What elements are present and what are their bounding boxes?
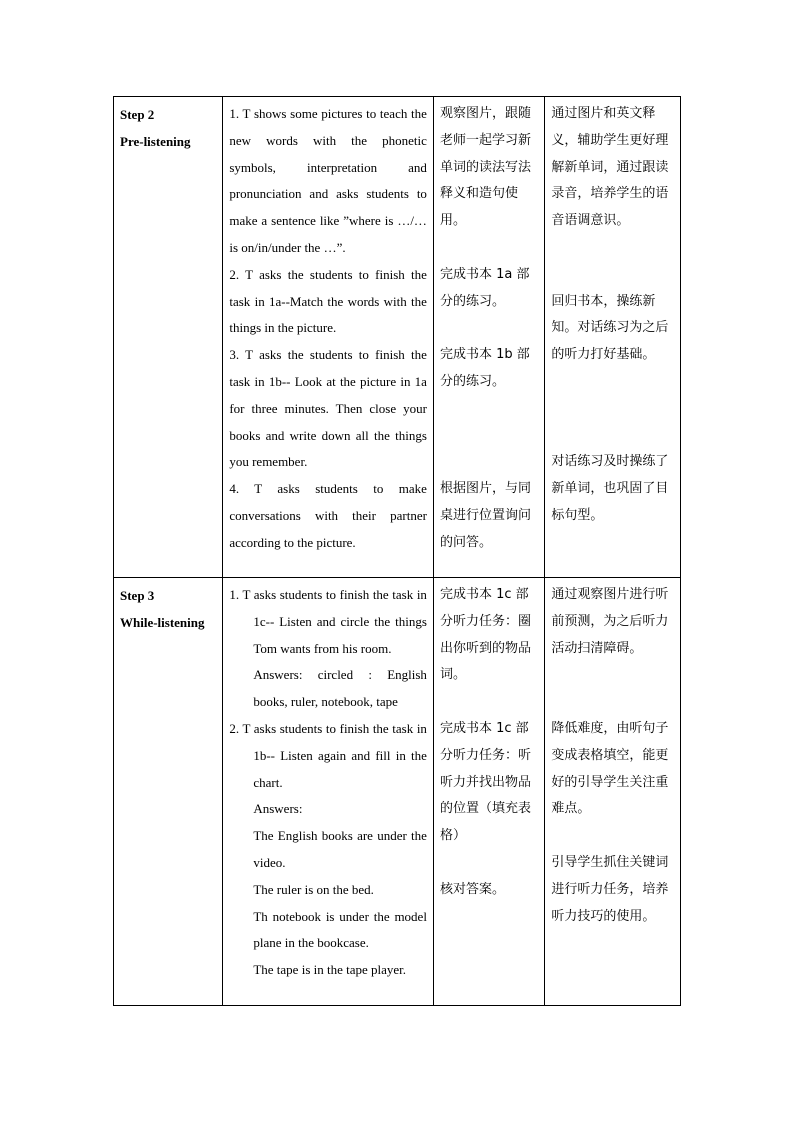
activity-item: 2. T asks students to finish the task in 1b-- Listen again and fill in the chart. xyxy=(229,720,427,790)
purpose-item: 回归书本，操练新知。对话练习为之后的听力打好基础。 xyxy=(551,293,669,363)
student-activity-cell xyxy=(433,578,544,1006)
activity-item: 4. T asks students to make conversations with their partner according to the picture. xyxy=(229,481,427,550)
step-phase: While-listening xyxy=(120,615,205,630)
step-phase: Pre-listening xyxy=(120,134,191,149)
student-item: 完成书本 1c 部分听力任务：圈出你听到的物品词。 xyxy=(439,587,531,683)
activity-item: 2. T asks the students to finish the task in 1a--Match the words with the things in the picture. xyxy=(229,266,427,336)
student-activity-cell xyxy=(433,97,544,578)
student-item: 根据图片，与同桌进行位置询问的问答。 xyxy=(439,481,531,550)
table-row-step-2 xyxy=(114,97,681,578)
activity-item: 3. T asks the students to finish the task in 1b-- Look at the picture in 1a for three minutes. Then close your books and write down all the things you remember. xyxy=(229,347,427,470)
activity-answer: Answers: xyxy=(253,801,303,817)
activity-answer: Th notebook is under the model plane in the bookcase. xyxy=(253,908,427,951)
purpose-item: 降低难度，由听句子变成表格填空，能更好的引导学生关注重难点。 xyxy=(551,720,669,817)
step-cell xyxy=(114,97,223,578)
activity-item: 1. T shows some pictures to teach the new words with the phonetic symbols, interpretation and pronunciation and asks students to make a sentence like ”where is …/…is on/in/under the …”. xyxy=(229,106,427,255)
teacher-activity-cell xyxy=(223,578,434,1006)
step-cell xyxy=(114,578,223,1006)
step-number: Step 3 xyxy=(120,588,155,603)
purpose-item: 通过观察图片进行听前预测，为之后听力活动扫清障碍。 xyxy=(551,587,669,656)
purpose-item: 通过图片和英文释义，辅助学生更好理解新单词，通过跟读录音，培养学生的语音语调意识。 xyxy=(551,106,669,229)
activity-answer: The ruler is on the bed. xyxy=(253,881,374,897)
purpose-item: 引导学生抓住关键词进行听力任务，培养听力技巧的使用。 xyxy=(551,854,669,924)
student-item: 观察图片，跟随老师一起学习新单词的读法写法释义和造句使用。 xyxy=(439,106,531,229)
student-item: 完成书本 1b 部分的练习。 xyxy=(439,347,530,389)
step-number: Step 2 xyxy=(120,107,155,122)
teacher-activity-cell xyxy=(223,97,434,578)
table-row-step-3 xyxy=(114,578,681,1006)
student-item: 完成书本 1a 部分的练习。 xyxy=(439,266,530,309)
activity-answer: The tape is in the tape player. xyxy=(253,962,407,978)
activity-item: 1. T asks students to finish the task in 1c-- Listen and circle the things Tom wants from his room. xyxy=(229,587,427,656)
student-item: 完成书本 1c 部分听力任务：听听力并找出物品的位置（填充表格） xyxy=(439,720,531,844)
activity-answer: Answers: circled : English books, ruler, notebook, tape xyxy=(253,667,427,710)
activity-answer: The English books are under the video. xyxy=(253,828,427,870)
purpose-cell xyxy=(545,578,681,1006)
purpose-item: 对话练习及时操练了新单词，也巩固了目标句型。 xyxy=(551,454,669,523)
purpose-cell xyxy=(545,97,681,578)
student-item: 核对答案。 xyxy=(439,881,505,897)
lesson-plan-table xyxy=(113,96,681,1006)
